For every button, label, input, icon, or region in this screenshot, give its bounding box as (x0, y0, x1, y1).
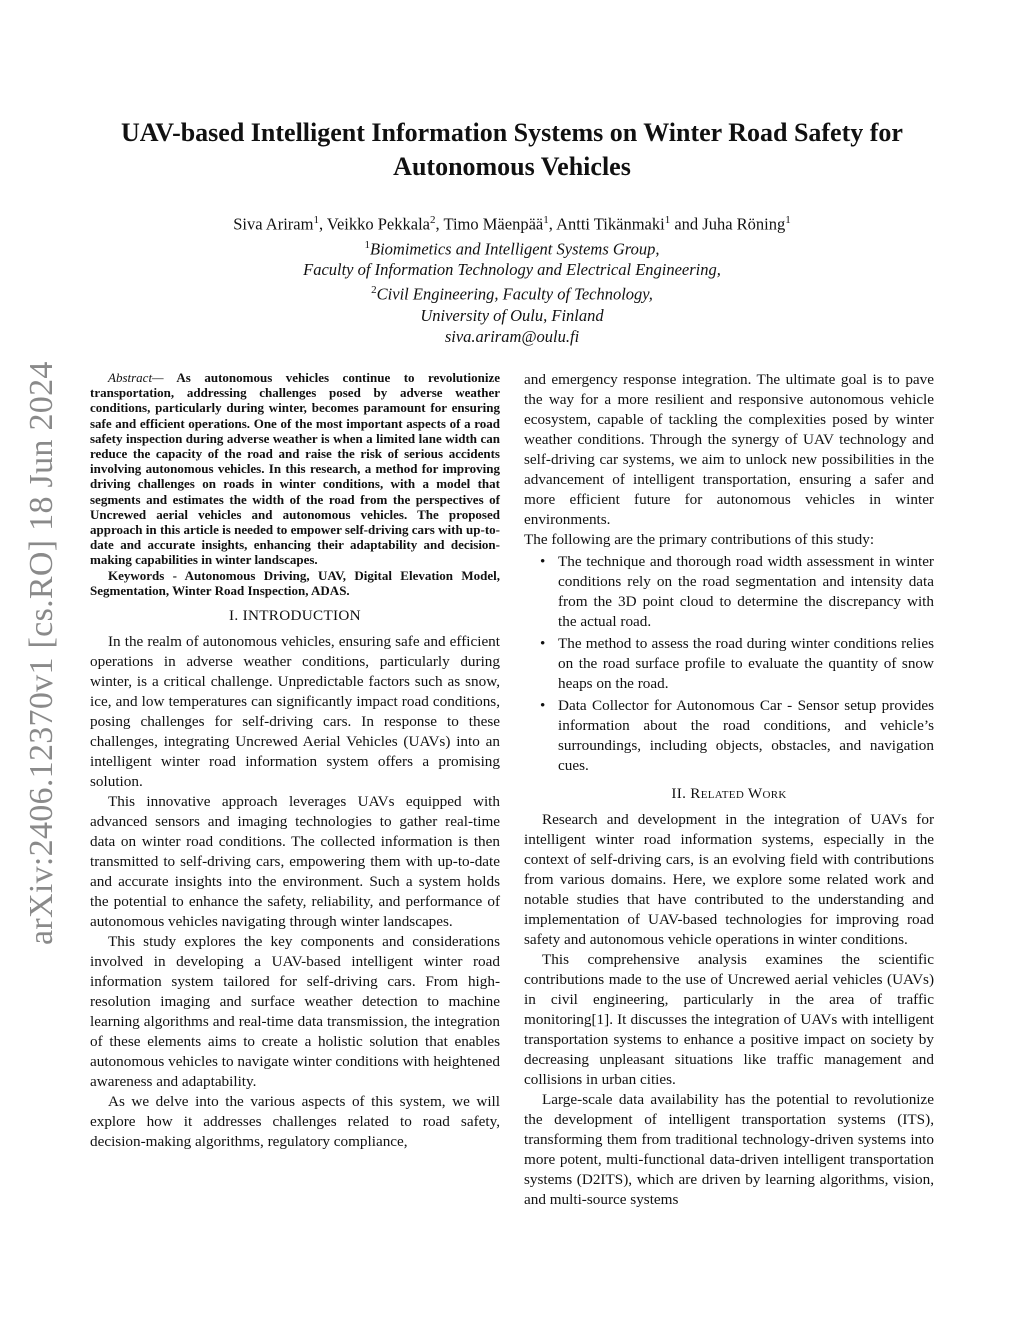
author-sup: 1 (664, 214, 671, 226)
author-name: Siva Ariram (233, 214, 314, 234)
section-heading-related-work (524, 784, 934, 804)
author-list: Siva Ariram$^1$, Veikko Pekkala$^2$, Timo Mäenpää$^1$, Antti Tikänmaki$^1$ and Juha Röning$^1$ (233, 214, 791, 234)
list-item-text: The technique and thorough road width assessment in winter conditions rely on the road segmentation and intensity data from the 3D point cloud to determine the discrepancy with the actual road. (558, 553, 934, 630)
paragraph: Research and development in the integration of UAVs for intelligent winter road information systems, especially in the context of self-driving cars, is an evolving field with contributions from various domains. Here, we explore some related work and notable studies that have contributed to the understanding and implementation of UAV-based technologies for improving road safety and autonomous vehicle operations in winter conditions. (524, 811, 934, 948)
paper-title: UAV-based Intelligent Information Systems on Winter Road Safety for Autonomous Vehicles (121, 118, 903, 181)
right-column (524, 370, 934, 1210)
abstract (90, 370, 500, 568)
affiliation-text: Civil Engineering, Faculty of Technology, (376, 284, 653, 304)
list-item-text: The method to assess the road during winter conditions relies on the road surface profile to evaluate the quantity of snow heaps on the road. (558, 635, 934, 692)
paragraph: Large-scale data availability has the potential to revolutionize the development of intelligent transportation systems (ITS), transforming them from traditional technology-driven systems into more potent, multi-functional data-driven intelligent transportation systems (D2ITS), which are driven by learning algorithms, vision, and multi-source systems (524, 1091, 934, 1208)
section-number: II. (671, 785, 687, 802)
abstract-text: As autonomous vehicles continue to revolutionize transportation, addressing challenges posed by adverse weather conditions, particularly during winter, becomes paramount for ensuring safe and efficient operations. One of the most important aspects of a road safety inspection during adverse weather is when a limited lane width can reduce the capacity of the road and raise the risk of serious accidents involving autonomous vehicles. In this research, a method for improving driving challenges on roads in winter conditions, with a model that segments and estimates the width of the road from the perspectives of Uncrewed aerial vehicles and autonomous vehicles. The proposed approach in this article is needed to empower self-driving cars with up-to-date and accurate insights, enhancing their adaptability and decision-making capabilities in winter landscapes. (90, 370, 500, 568)
list-item (540, 696, 934, 776)
abstract-lead: Abstract— (108, 370, 164, 385)
section-heading-introduction: I. INTRODUCTION (229, 607, 361, 625)
author-sup: 1 (785, 214, 791, 226)
left-column (90, 370, 500, 1152)
affiliation-3: University of Oulu, Finland (420, 305, 604, 325)
paragraph: This innovative approach leverages UAVs equipped with advanced sensors and imaging technologies to gather real-time data on winter road conditions. The collected information is then transmitted to self-driving cars, empowering them with up-to-date and accurate insights into the environment. Such a system holds the potential to enhance the safety, reliability, and performance of autonomous vehicles navigating through winter landscapes. (90, 793, 500, 931)
section-title: Related Work (690, 785, 787, 802)
author-name: Antti Tikänmaki (556, 214, 665, 234)
keywords: Keywords - Autonomous Driving, UAV, Digital Elevation Model, Segmentation, Winter Road Inspection, ADAS. (90, 567, 500, 598)
contributions-list (524, 552, 934, 776)
author-email[interactable]: siva.ariram@oulu.fi (444, 326, 580, 346)
author-name: Veikko Pekkala (326, 214, 430, 234)
contributions-intro: The following are the primary contributions of this study: (524, 531, 875, 548)
author-sup: 2 (430, 214, 436, 226)
author-name: Timo Mäenpää (443, 214, 544, 234)
affiliation-1 (60, 235, 964, 260)
affiliation-1b: Faculty of Information Technology and Electrical Engineering, (303, 260, 721, 279)
bullet-icon: • (540, 697, 546, 714)
paragraph: This study explores the key components and considerations involved in developing a UAV-based intelligent winter road information system tailored for self-driving cars. From high-resolution imaging and surface weather detection to machine learning algorithms and real-time data transmission, the integration of these elements aims to create a holistic solution that enables autonomous vehicles to navigate winter conditions with heightened awareness and adaptability. (90, 933, 500, 1091)
bullet-icon: • (540, 553, 546, 570)
list-item-text: Data Collector for Autonomous Car - Sensor setup provides information about the road conditions, and vehicle’s surroundings, including objects, obstacles, and navigation cues. (558, 697, 934, 774)
affiliation-text: Biomimetics and Intelligent Systems Group, (370, 239, 660, 258)
bullet-icon: • (540, 635, 546, 652)
author-block (60, 210, 964, 347)
author-name: Juha Röning (702, 214, 786, 234)
paragraph: In the realm of autonomous vehicles, ensuring safe and efficient operations in adverse weather conditions, particularly during winter, is a critical challenge. Unpredictable factors such as snow, ice, and low temperatures can significantly impact road conditions, posing challenges for self-driving cars. In response to these challenges, integrating Uncrewed Aerial Vehicles (UAVs) into an intelligent winter road information system offers a promising solution. (90, 633, 500, 791)
paragraph-continuation: and emergency response integration. The ultimate goal is to pave the way for a more resilient and responsive autonomous vehicle ecosystem, capable of tackling the complexities posed by winter weather conditions. Through the synergy of UAV technology and self-driving car systems, we aim to unlock new possibilities in the advancement of intelligent transportation, ensuring a safer and more efficient future for autonomous vehicles in winter environments. (524, 371, 934, 528)
list-item (540, 634, 934, 694)
affiliation-2 (60, 280, 964, 305)
list-item (540, 552, 934, 632)
arxiv-stamp: arXiv:2406.12370v1 [cs.RO] 18 Jun 2024 (23, 361, 60, 945)
affiliation-sup: 2 (371, 284, 377, 296)
author-sup: 1 (543, 214, 549, 226)
paragraph: As we delve into the various aspects of this system, we will explore how it addresses challenges related to road safety, decision-making algorithms, regulatory compliance, (90, 1093, 500, 1151)
affiliation-sup: 1 (364, 238, 371, 251)
paragraph: This comprehensive analysis examines the scientific contributions made to the use of Uncrewed aerial vehicles (UAVs) in civil engineering, particularly in the area of traffic monitoring[1]. It discusses the integration of UAVs with intelligent transportation systems to enhance a positive impact on society by decreasing unpleasant situations like traffic management and collisions in urban cities. (524, 951, 934, 1088)
author-sup: 1 (313, 214, 319, 226)
